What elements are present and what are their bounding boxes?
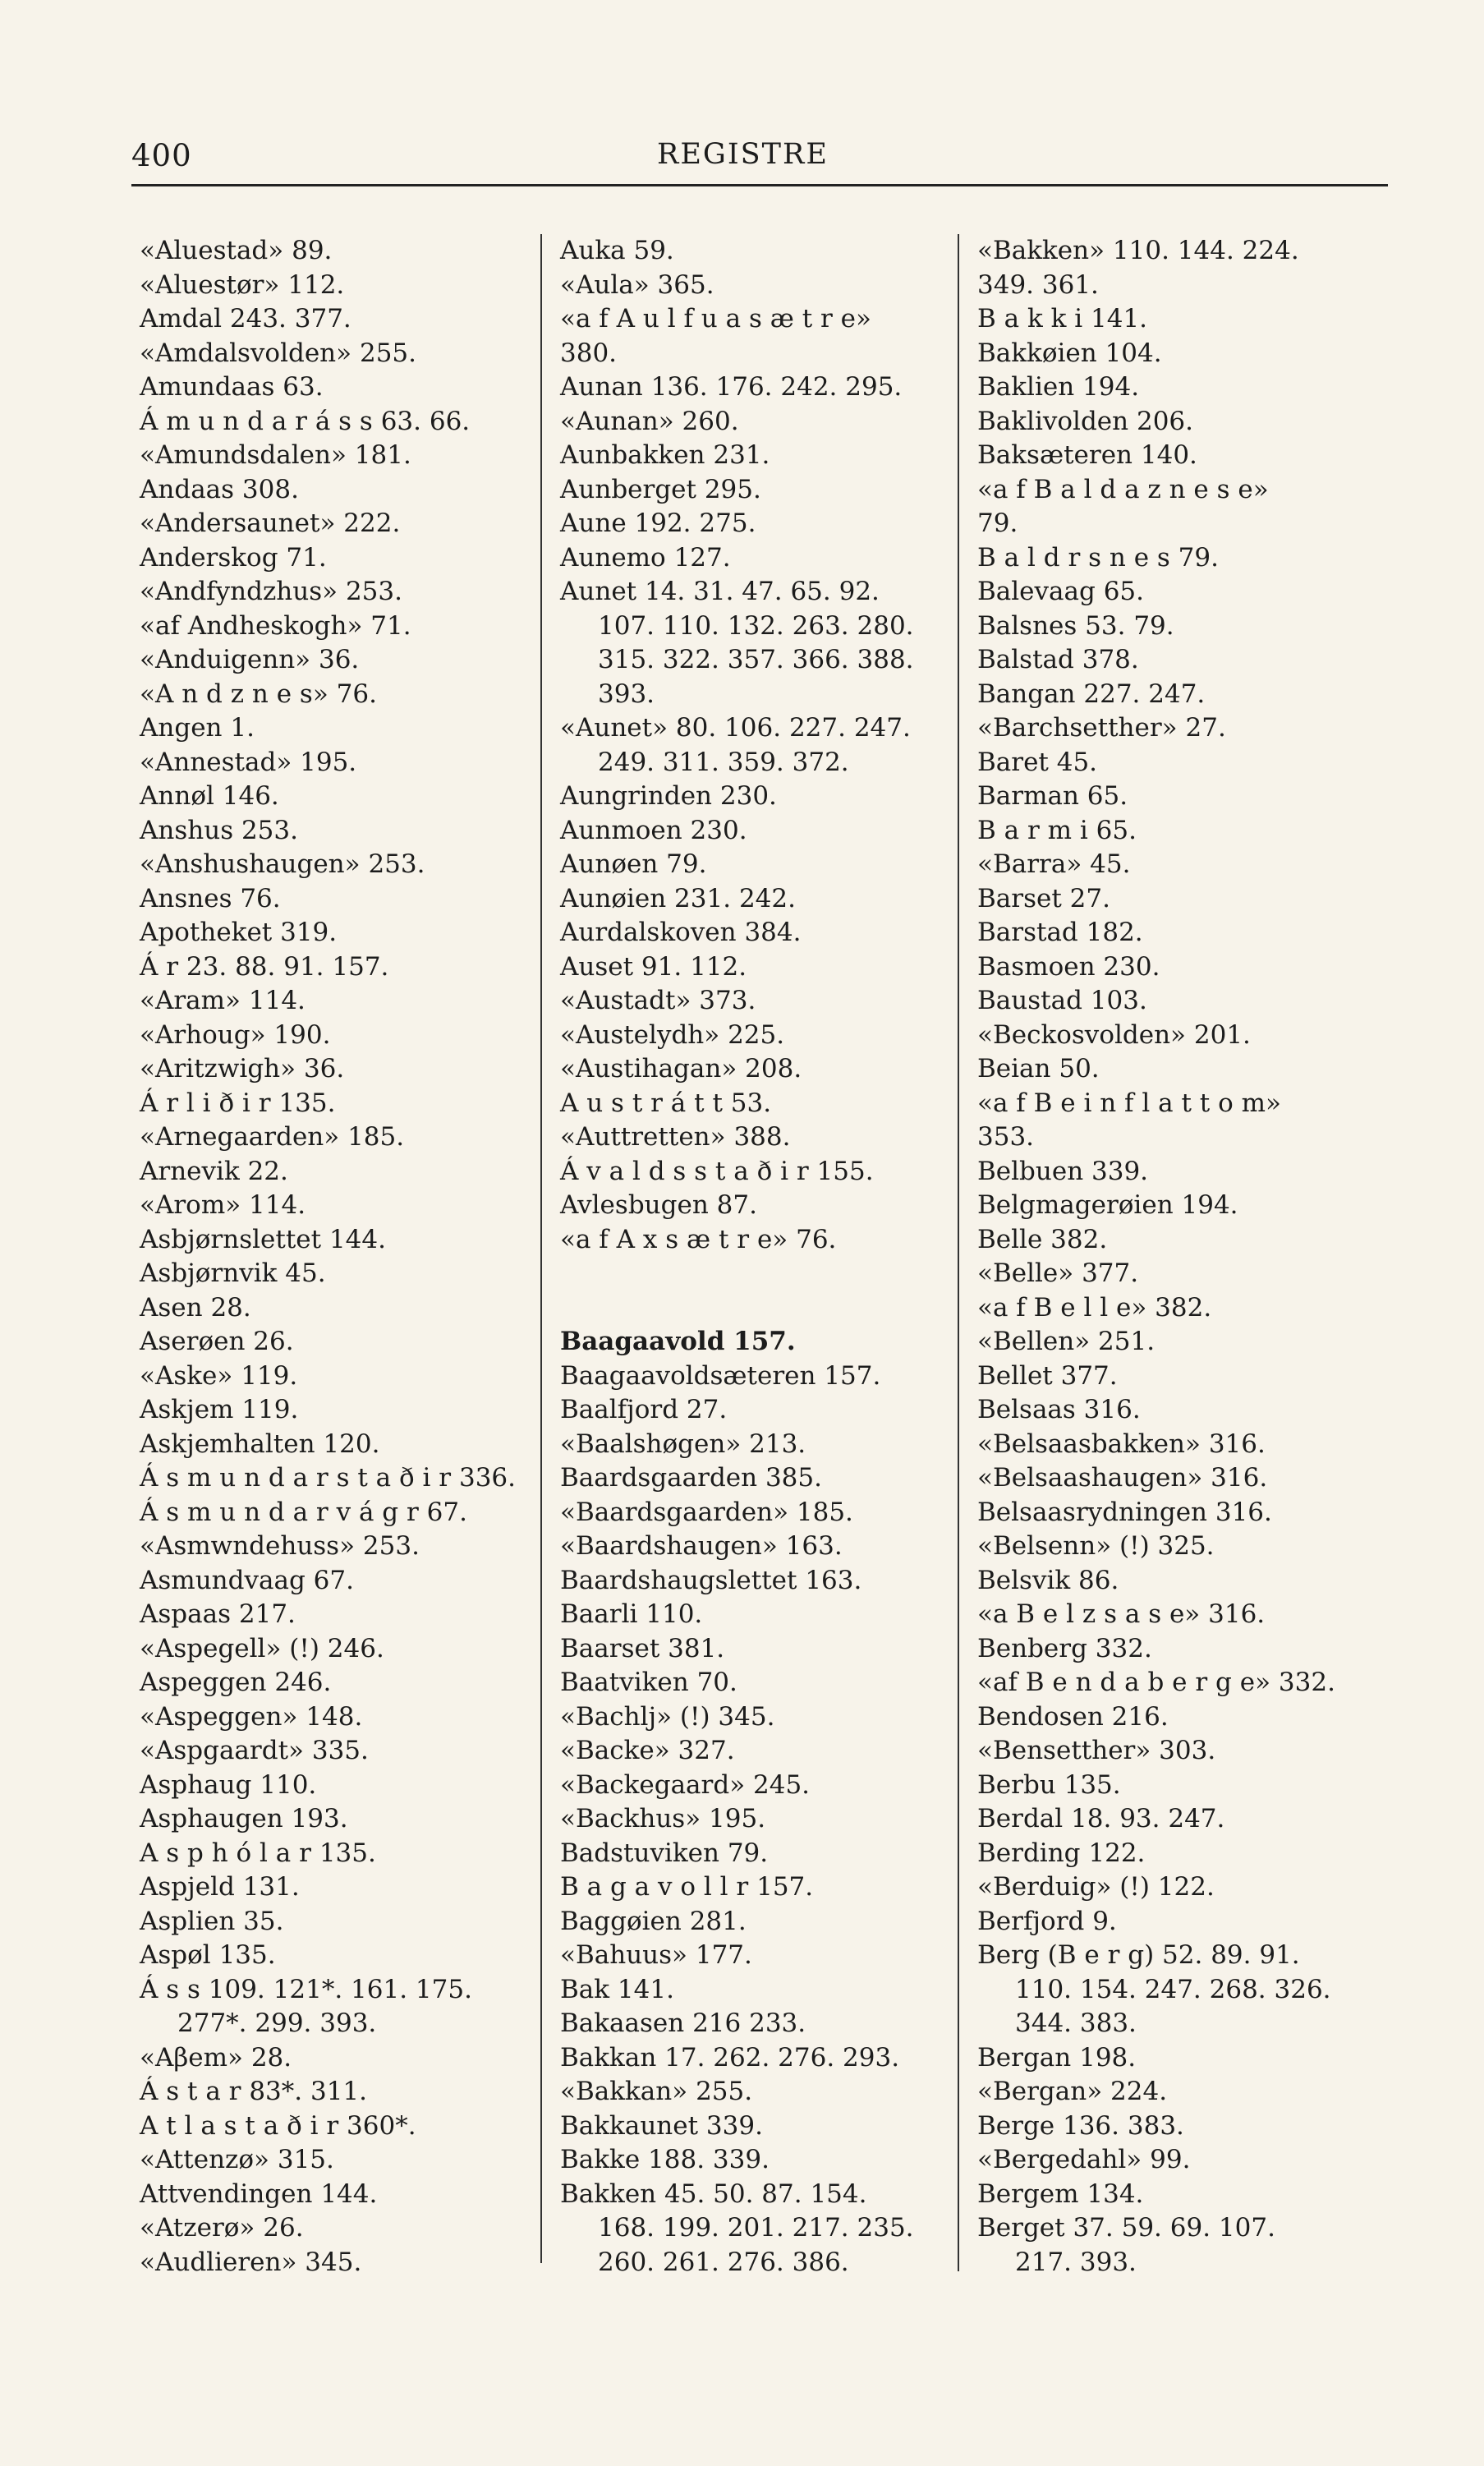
index-entry: Bakkaunet 339. — [560, 2110, 763, 2141]
index-entry: Beian 50. — [977, 1054, 1100, 1083]
index-entry: Baret 45. — [977, 747, 1098, 777]
index-entry: Askjemhalten 120. — [140, 1429, 380, 1459]
index-entry: Angen 1. — [140, 713, 255, 743]
index-entry: «a f B e l l e» 382. — [977, 1292, 1212, 1323]
index-column-1 — [140, 234, 526, 2280]
index-entry: B a l d r s n e s 79. — [977, 542, 1219, 573]
index-entry: Annøl 146. — [140, 781, 279, 811]
index-entry: Bak 141. — [560, 1974, 674, 2004]
index-entry: Apotheket 319. — [140, 918, 338, 947]
index-entry: Aserøen 26. — [140, 1327, 294, 1356]
index-entry: Bergem 134. — [977, 2178, 1144, 2209]
index-entry: Á r 23. 88. 91. 157. — [140, 951, 389, 982]
index-entry: Baarset 381. — [560, 1633, 725, 1663]
index-entry: Ansnes 76. — [140, 883, 281, 913]
index-entry: A t l a s t a ð i r 360*. — [140, 2110, 416, 2141]
index-entry: Á s m u n d a r v á g r 67. — [140, 1497, 467, 1527]
index-entry: Amdal 243. 377. — [140, 304, 351, 334]
index-entry: Belbuen 339. — [977, 1156, 1149, 1186]
index-entry: «Bergan» 224. — [977, 2077, 1168, 2106]
index-entry: Amundaas 63. — [140, 372, 324, 402]
index-entry: Avlesbugen 87. — [560, 1190, 757, 1220]
index-entry: Barstad 182. — [977, 918, 1143, 947]
index-entry: Baggøien 281. — [560, 1906, 747, 1936]
index-entry: Asmundvaag 67. — [140, 1565, 354, 1595]
index-entry: «Belle» 377. — [977, 1258, 1139, 1288]
index-entry: Bakke 188. 339. — [560, 2145, 770, 2174]
index-entry: Aspeggen 246. — [140, 1668, 332, 1697]
index-entry: «Barchsetther» 27. — [977, 713, 1226, 743]
index-entry: «Aspegell» (!) 246. — [140, 1633, 384, 1663]
index-entry: «Belsenn» (!) 325. — [977, 1531, 1215, 1561]
index-entry: Anshus 253. — [140, 815, 298, 845]
section-gap — [560, 1257, 954, 1291]
index-entry: Baksæteren 140. — [977, 440, 1197, 470]
index-entry: «a f A x s æ t r e» 76. — [560, 1224, 837, 1254]
index-entry: «Backe» 327. — [560, 1736, 735, 1765]
index-entry: Belsaas 316. — [977, 1395, 1141, 1424]
index-entry: Auka 59. — [560, 236, 674, 265]
index-entry: B a g a v o l l r 157. — [560, 1872, 814, 1902]
index-entry: Berbu 135. — [977, 1769, 1121, 1800]
index-entry: «Bakkan» 255. — [560, 2077, 753, 2106]
index-entry: «Belsaasbakken» 316. — [977, 1429, 1266, 1459]
index-entry: Berdal 18. 93. 247. — [977, 1804, 1225, 1833]
index-entry: Arnevik 22. — [140, 1156, 288, 1186]
index-entry: Andaas 308. — [140, 474, 299, 504]
index-entry: «Aula» 365. — [560, 269, 714, 300]
index-entry: «Bachlj» (!) 345. — [560, 1701, 775, 1732]
index-entry: Aungrinden 230. — [560, 781, 777, 811]
index-entry: «Beckosvolden» 201. — [977, 1019, 1251, 1050]
index-entry: Baardshaugslettet 163. — [560, 1565, 862, 1595]
running-head: REGISTRE — [657, 138, 829, 171]
index-entry-continuation: 110. 154. 247. 268. 326. — [1015, 1974, 1331, 2004]
index-entry: «Arhoug» 190. — [140, 1019, 331, 1050]
index-entry: Aurdalskoven 384. — [560, 918, 802, 947]
index-entry: «Aspeggen» 148. — [140, 1701, 363, 1732]
index-entry: «Belsaashaugen» 316. — [977, 1463, 1268, 1493]
index-entry: Asen 28. — [140, 1292, 251, 1323]
index-entry: Aunmoen 230. — [560, 815, 747, 845]
index-entry: «Baardshaugen» 163. — [560, 1531, 843, 1561]
index-entry: Belsaasrydningen 316. — [977, 1497, 1272, 1527]
index-entry: «Bahuus» 177. — [560, 1940, 752, 1970]
page-number: 400 — [131, 138, 192, 173]
index-entry: «Bellen» 251. — [977, 1327, 1155, 1356]
index-entry: «Atzerø» 26. — [140, 2213, 304, 2243]
index-entry: Asplien 35. — [140, 1906, 284, 1936]
index-entry: 79. — [977, 508, 1018, 538]
index-entry: «A n d z n e s» 76. — [140, 679, 377, 709]
header-rule — [131, 184, 1388, 186]
index-entry: «Backhus» 195. — [560, 1804, 766, 1833]
index-entry: Asbjørnvik 45. — [140, 1258, 326, 1288]
index-entry: B a r m i 65. — [977, 815, 1137, 845]
index-entry: Anderskog 71. — [140, 542, 327, 573]
index-entry: B a k k i 141. — [977, 304, 1148, 334]
index-entry: Baagaavold 157. — [560, 1327, 796, 1356]
index-entry: Á s s 109. 121*. 161. 175. — [140, 1974, 472, 2004]
index-entry: Berg (B e r g) 52. 89. 91. — [977, 1940, 1300, 1970]
index-entry: Berge 136. 383. — [977, 2110, 1184, 2141]
index-entry: Aspaas 217. — [140, 1599, 296, 1629]
index-entry: «Aluestør» 112. — [140, 269, 345, 300]
index-entry: Bakaasen 216 233. — [560, 2008, 806, 2038]
index-entry: «Andersaunet» 222. — [140, 508, 401, 538]
index-entry: «a f B a l d a z n e s e» — [977, 474, 1269, 504]
index-entry: Aunberget 295. — [560, 474, 761, 504]
index-entry: «Aske» 119. — [140, 1360, 298, 1391]
index-entry: Bakken 45. 50. 87. 154. — [560, 2178, 867, 2209]
index-entry: Aunet 14. 31. 47. 65. 92. — [560, 577, 880, 606]
index-entry: Aunemo 127. — [560, 542, 731, 573]
index-entry: «Aram» 114. — [140, 986, 306, 1015]
index-entry: Belsvik 86. — [977, 1565, 1119, 1595]
index-entry: Asbjørnslettet 144. — [140, 1224, 386, 1254]
index-entry: Auset 91. 112. — [560, 951, 747, 982]
index-entry: Barman 65. — [977, 781, 1128, 811]
index-entry: Bergan 198. — [977, 2042, 1137, 2073]
index-entry: «af B e n d a b e r g e» 332. — [977, 1668, 1335, 1697]
index-entry-continuation: 393. — [598, 679, 655, 709]
index-entry: A s p h ó l a r 135. — [140, 1838, 376, 1868]
index-entry: «Attenzø» 315. — [140, 2145, 334, 2174]
index-entry: Benberg 332. — [977, 1633, 1152, 1663]
index-entry: «Arom» 114. — [140, 1190, 306, 1220]
index-entry: Bakkøien 104. — [977, 338, 1162, 368]
index-entry: Á v a l d s s t a ð i r 155. — [560, 1156, 874, 1186]
index-entry: Aspjeld 131. — [140, 1872, 300, 1902]
index-entry: «Aritzwigh» 36. — [140, 1054, 345, 1083]
index-entry: Bendosen 216. — [977, 1701, 1169, 1732]
index-entry: Berding 122. — [977, 1838, 1146, 1868]
column-divider-1 — [540, 234, 542, 2263]
index-entry: «Andfyndzhus» 253. — [140, 577, 402, 606]
index-entry: Á m u n d a r á s s 63. 66. — [140, 406, 471, 436]
index-entry: 353. — [977, 1122, 1035, 1152]
index-entry: Balstad 378. — [977, 645, 1139, 674]
index-entry: Aunan 136. 176. 242. 295. — [560, 372, 903, 402]
index-entry: «Bakken» 110. 144. 224. — [977, 236, 1299, 265]
index-entry: Aspøl 135. — [140, 1940, 276, 1970]
index-entry: Aunøien 231. 242. — [560, 883, 796, 913]
index-entry: «Backegaard» 245. — [560, 1769, 811, 1800]
index-entry: Bakkan 17. 262. 276. 293. — [560, 2042, 900, 2073]
index-column-2 — [560, 234, 954, 2280]
index-entry: Balevaag 65. — [977, 577, 1144, 606]
index-entry-continuation: 344. 383. — [1015, 2008, 1137, 2038]
index-entry: «Aunet» 80. 106. 227. 247. — [560, 713, 911, 743]
index-entry: «Auttretten» 388. — [560, 1122, 791, 1152]
index-entry: Bellet 377. — [977, 1360, 1118, 1391]
index-entry: «a f A u l f u a s æ t r e» — [560, 304, 871, 334]
index-entry: «Amdalsvolden» 255. — [140, 338, 416, 368]
index-entry: «Audlieren» 345. — [140, 2247, 362, 2277]
index-entry: Asphaugen 193. — [140, 1804, 348, 1833]
index-entry-continuation: 315. 322. 357. 366. 388. — [598, 645, 914, 674]
index-entry: «Anshushaugen» 253. — [140, 849, 425, 879]
index-entry: Bangan 227. 247. — [977, 679, 1206, 709]
index-entry-continuation: 107. 110. 132. 263. 280. — [598, 610, 914, 641]
index-entry: «af Andheskogh» 71. — [140, 610, 411, 641]
index-column-3 — [977, 234, 1404, 2280]
index-entry: «Aspgaardt» 335. — [140, 1736, 369, 1765]
index-entry-continuation: 260. 261. 276. 386. — [598, 2247, 849, 2277]
index-entry: Askjem 119. — [140, 1395, 299, 1424]
index-entry-continuation: 249. 311. 359. 372. — [598, 747, 849, 777]
index-entry: Baalfjord 27. — [560, 1395, 728, 1424]
index-entry: Belle 382. — [977, 1224, 1108, 1254]
index-entry-continuation: 277*. 299. 393. — [177, 2008, 377, 2038]
index-entry: «a B e l z s a s e» 316. — [977, 1599, 1266, 1629]
index-entry: Berget 37. 59. 69. 107. — [977, 2213, 1275, 2243]
index-entry: 349. 361. — [977, 269, 1099, 300]
index-entry: Baarli 110. — [560, 1599, 703, 1629]
index-entry: «Amundsdalen» 181. — [140, 440, 411, 470]
index-entry: Á s t a r 83*. 311. — [140, 2077, 368, 2106]
index-entry: «Austelydh» 225. — [560, 1019, 785, 1050]
index-entry: «Aβem» 28. — [140, 2042, 292, 2073]
index-entry: Badstuviken 79. — [560, 1838, 769, 1868]
index-entry: Baustad 103. — [977, 986, 1147, 1015]
index-entry: A u s t r á t t 53. — [560, 1088, 772, 1118]
section-gap — [560, 1291, 954, 1326]
index-entry: Baklien 194. — [977, 372, 1140, 402]
index-entry: «Bergedahl» 99. — [977, 2145, 1191, 2174]
index-entry: Baklivolden 206. — [977, 406, 1194, 436]
index-entry: «Austihagan» 208. — [560, 1054, 802, 1083]
index-entry: «Barra» 45. — [977, 849, 1131, 879]
index-entry: 380. — [560, 338, 618, 368]
index-entry: Baatviken 70. — [560, 1668, 737, 1697]
index-entry: Belgmagerøien 194. — [977, 1190, 1238, 1220]
index-entry: Asphaug 110. — [140, 1769, 317, 1800]
index-entry: «Aluestad» 89. — [140, 236, 333, 265]
index-entry: Berfjord 9. — [977, 1906, 1117, 1936]
index-entry: «Bensetther» 303. — [977, 1736, 1216, 1765]
index-entry: «Berduig» (!) 122. — [977, 1872, 1215, 1902]
index-entry: «Aunan» 260. — [560, 406, 739, 436]
index-entry: Á r l i ð i r 135. — [140, 1088, 336, 1118]
index-entry: Barset 27. — [977, 883, 1110, 913]
index-entry: Aunbakken 231. — [560, 440, 770, 470]
index-entry: Basmoen 230. — [977, 951, 1160, 982]
index-entry: Attvendingen 144. — [140, 2178, 378, 2209]
index-entry: Aunøen 79. — [560, 849, 707, 879]
index-entry: Baagaavoldsæteren 157. — [560, 1360, 881, 1391]
index-entry: «Baardsgaarden» 185. — [560, 1497, 853, 1527]
index-entry: «Asmwndehuss» 253. — [140, 1531, 420, 1561]
index-entry: «Arnegaarden» 185. — [140, 1122, 405, 1152]
index-entry: Baardsgaarden 385. — [560, 1463, 822, 1493]
index-entry: «Baalshøgen» 213. — [560, 1429, 806, 1459]
index-entry-continuation: 217. 393. — [1015, 2247, 1137, 2277]
index-entry: «Austadt» 373. — [560, 986, 756, 1015]
index-entry: Aune 192. 275. — [560, 508, 756, 538]
index-entry: «Anduigenn» 36. — [140, 645, 360, 674]
column-divider-2 — [958, 234, 959, 2271]
index-entry: «a f B e i n f l a t t o m» — [977, 1088, 1281, 1118]
index-entry: Balsnes 53. 79. — [977, 610, 1174, 641]
index-entry: Á s m u n d a r s t a ð i r 336. — [140, 1463, 516, 1493]
index-entry-continuation: 168. 199. 201. 217. 235. — [598, 2213, 914, 2243]
index-entry: «Annestad» 195. — [140, 747, 357, 777]
